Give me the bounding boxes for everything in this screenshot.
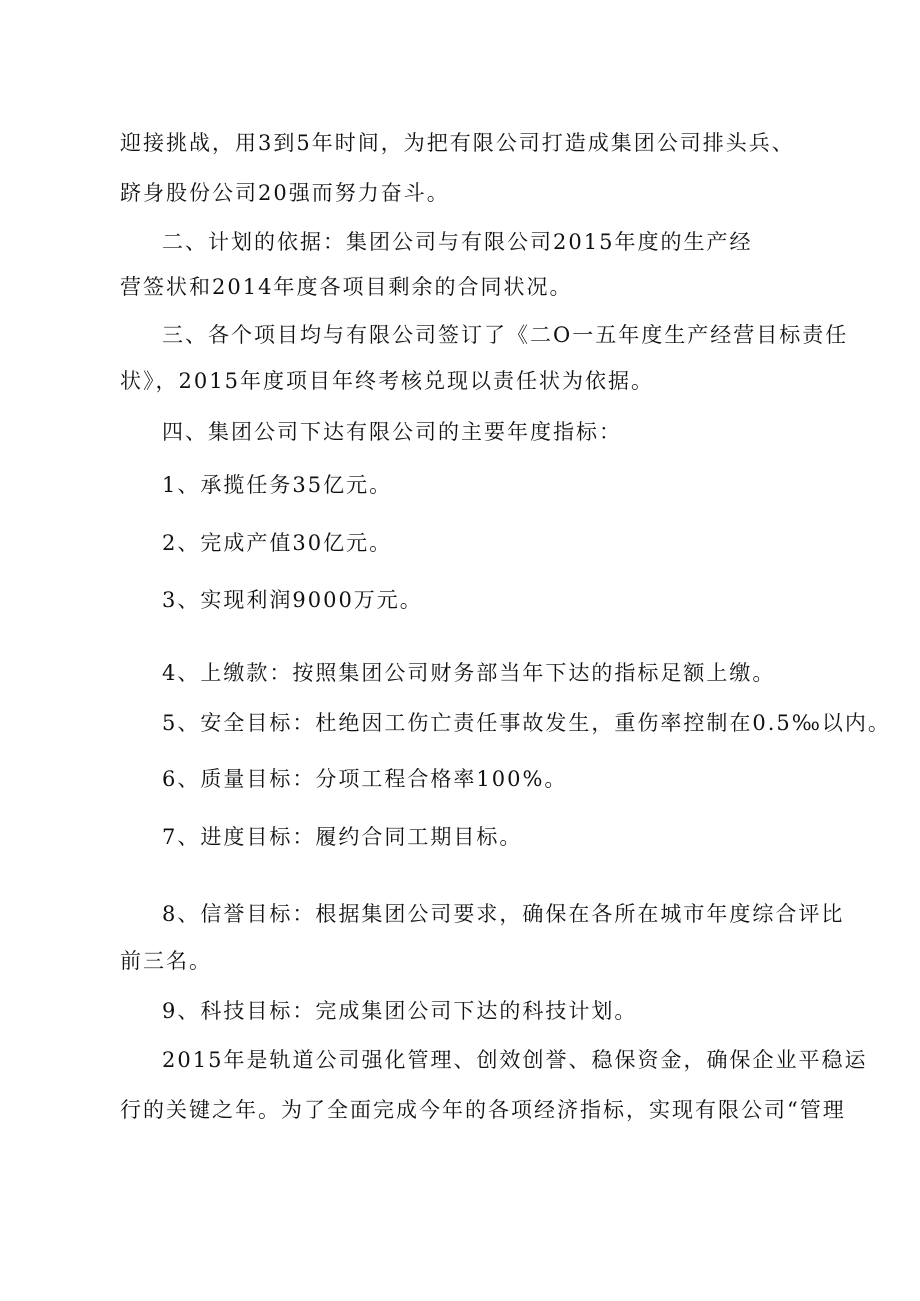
text-line: 跻身股份公司20强而努力奋斗。: [120, 181, 450, 205]
text-line: 前三名。: [120, 949, 212, 973]
section-heading: 三、各个项目均与有限公司签订了《二O一五年度生产经营目标责任: [162, 323, 849, 347]
list-item: 1、承揽任务35亿元。: [162, 473, 393, 497]
list-item: 6、质量目标：分项工程合格率100%。: [162, 767, 568, 791]
list-item: 7、进度目标：履约合同工期目标。: [162, 825, 523, 849]
list-item: 2、完成产值30亿元。: [162, 531, 393, 555]
text-line: 行的关键之年。为了全面完成今年的各项经济指标，实现有限公司“管理: [120, 1098, 846, 1122]
section-heading: 二、计划的依据：集团公司与有限公司2015年度的生产经: [162, 230, 753, 254]
list-item: 9、科技目标：完成集团公司下达的科技计划。: [162, 999, 638, 1023]
list-item: 8、信誉目标：根据集团公司要求，确保在各所在城市年度综合评比: [162, 902, 845, 926]
list-item: 4、上缴款：按照集团公司财务部当年下达的指标足额上缴。: [162, 661, 776, 685]
section-heading: 四、集团公司下达有限公司的主要年度指标：: [162, 420, 622, 444]
text-line: 状》，2015年度项目年终考核兑现以责任状为依据。: [120, 369, 654, 393]
list-item: 5、安全目标：杜绝因工伤亡责任事故发生，重伤率控制在0.5‰以内。: [162, 711, 891, 735]
text-line: 营签状和2014年度各项目剩余的合同状况。: [120, 275, 573, 299]
paragraph-line: 2015年是轨道公司强化管理、创效创誉、稳保资金，确保企业平稳运: [162, 1048, 868, 1072]
text-line: 迎接挑战，用3到5年时间，为把有限公司打造成集团公司排头兵、: [120, 131, 795, 155]
list-item: 3、实现利润9000万元。: [162, 588, 423, 612]
